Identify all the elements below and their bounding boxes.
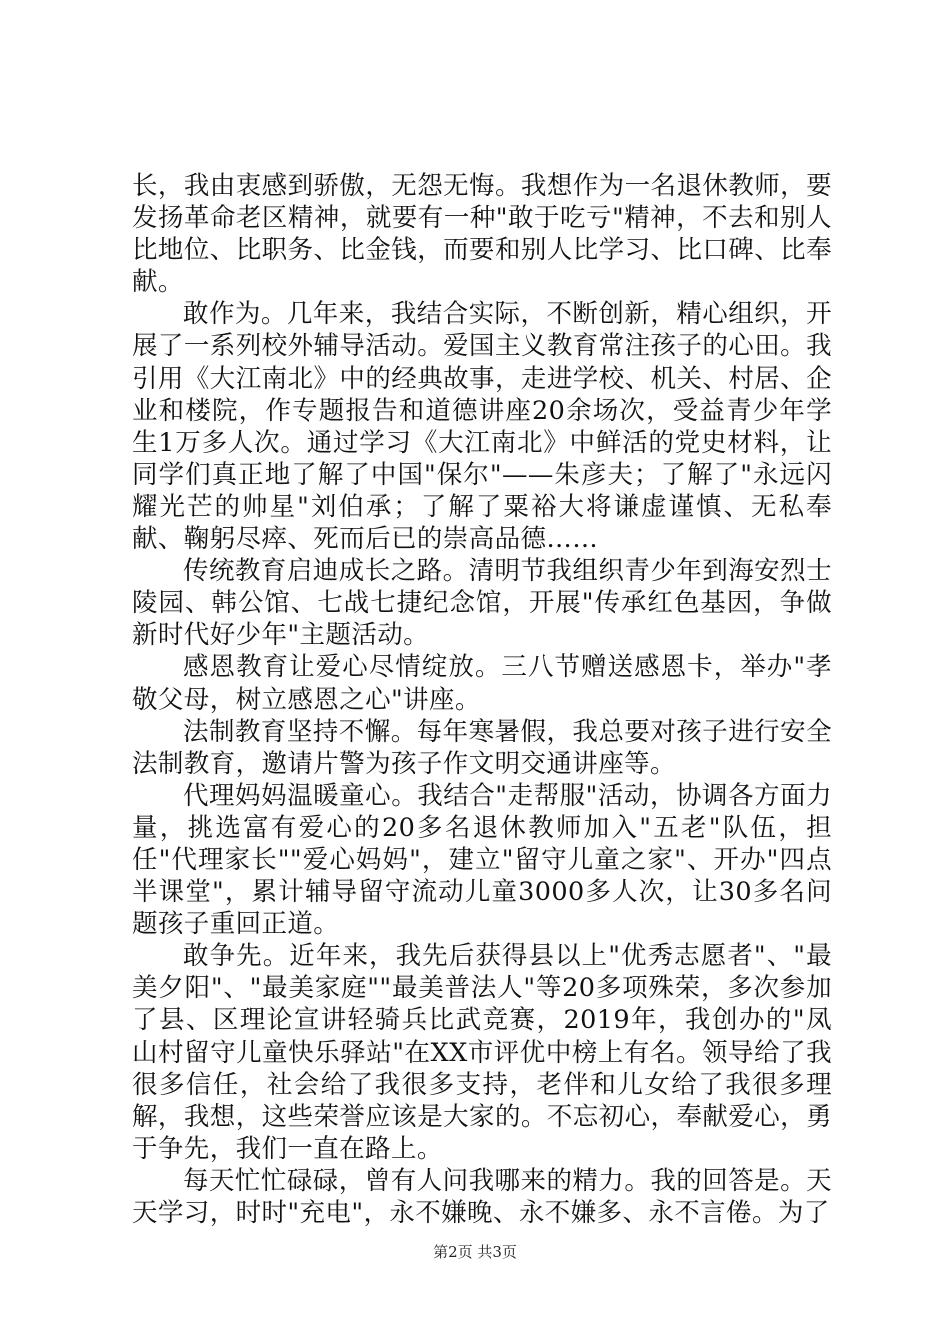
paragraph-3: 传统教育启迪成长之路。清明节我组织青少年到海安烈士陵园、韩公馆、七战七捷纪念馆，开展"传承红色基因，争做新时代好少年"主题活动。 <box>132 556 832 651</box>
paragraph-1: 长，我由衷感到骄傲，无怨无悔。我想作为一名退休教师，要发扬革命老区精神，就要有一种"敢于吃亏"精神，不去和别人比地位、比职务、比金钱，而要和别人比学习、比口碑、比奉献。 <box>132 171 832 298</box>
paragraph-7: 敢争先。近年来，我先后获得县以上"优秀志愿者"、"最美夕阳"、"最美家庭""最美普法人"等20多项殊荣，多次参加了县、区理论宣讲轻骑兵比武竞赛，2019年，我创办的"凤山村留守儿童快乐驿站"在XX市评优中榜上有名。领导给了我很多信任，社会给了我很多支持，老伴和儿女给了我很多理解，我想，这些荣誉应该是大家的。不忘初心，奉献爱心，勇于争先，我们一直在路上。 <box>132 941 832 1164</box>
paragraph-5: 法制教育坚持不懈。每年寒暑假，我总要对孩子进行安全法制教育，邀请片警为孩子作文明交通讲座等。 <box>132 716 832 779</box>
paragraph-6: 代理妈妈温暖童心。我结合"走帮服"活动，协调各方面力量，挑选富有爱心的20多名退休教师加入"五老"队伍，担任"代理家长""爱心妈妈"，建立"留守儿童之家"、开办"四点半课堂"，累计辅导留守流动儿童3000多人次，让30多名问题孩子重回正道。 <box>132 780 832 940</box>
paragraph-4: 感恩教育让爱心尽情绽放。三八节赠送感恩卡，举办"孝敬父母，树立感恩之心"讲座。 <box>132 652 832 715</box>
document-body <box>132 170 832 1229</box>
paragraph-8: 每天忙忙碌碌，曾有人问我哪来的精力。我的回答是。天天学习，时时"充电"，永不嫌晚、永不嫌多、永不言倦。为了 <box>132 1165 832 1228</box>
paragraph-2: 敢作为。几年来，我结合实际，不断创新，精心组织，开展了一系列校外辅导活动。爱国主义教育常注孩子的心田。我引用《大江南北》中的经典故事，走进学校、机关、村居、企业和楼院，作专题报告和道德讲座20余场次，受益青少年学生1万多人次。通过学习《大江南北》中鲜活的党史材料，让同学们真正地了解了中国"保尔"——朱彦夫；了解了"永远闪耀光芒的帅星"刘伯承；了解了粟裕大将谦虚谨慎、无私奉献、鞠躬尽瘁、死而后已的崇高品德…… <box>132 299 832 555</box>
page-footer: 第2页 共3页 <box>433 1243 517 1261</box>
